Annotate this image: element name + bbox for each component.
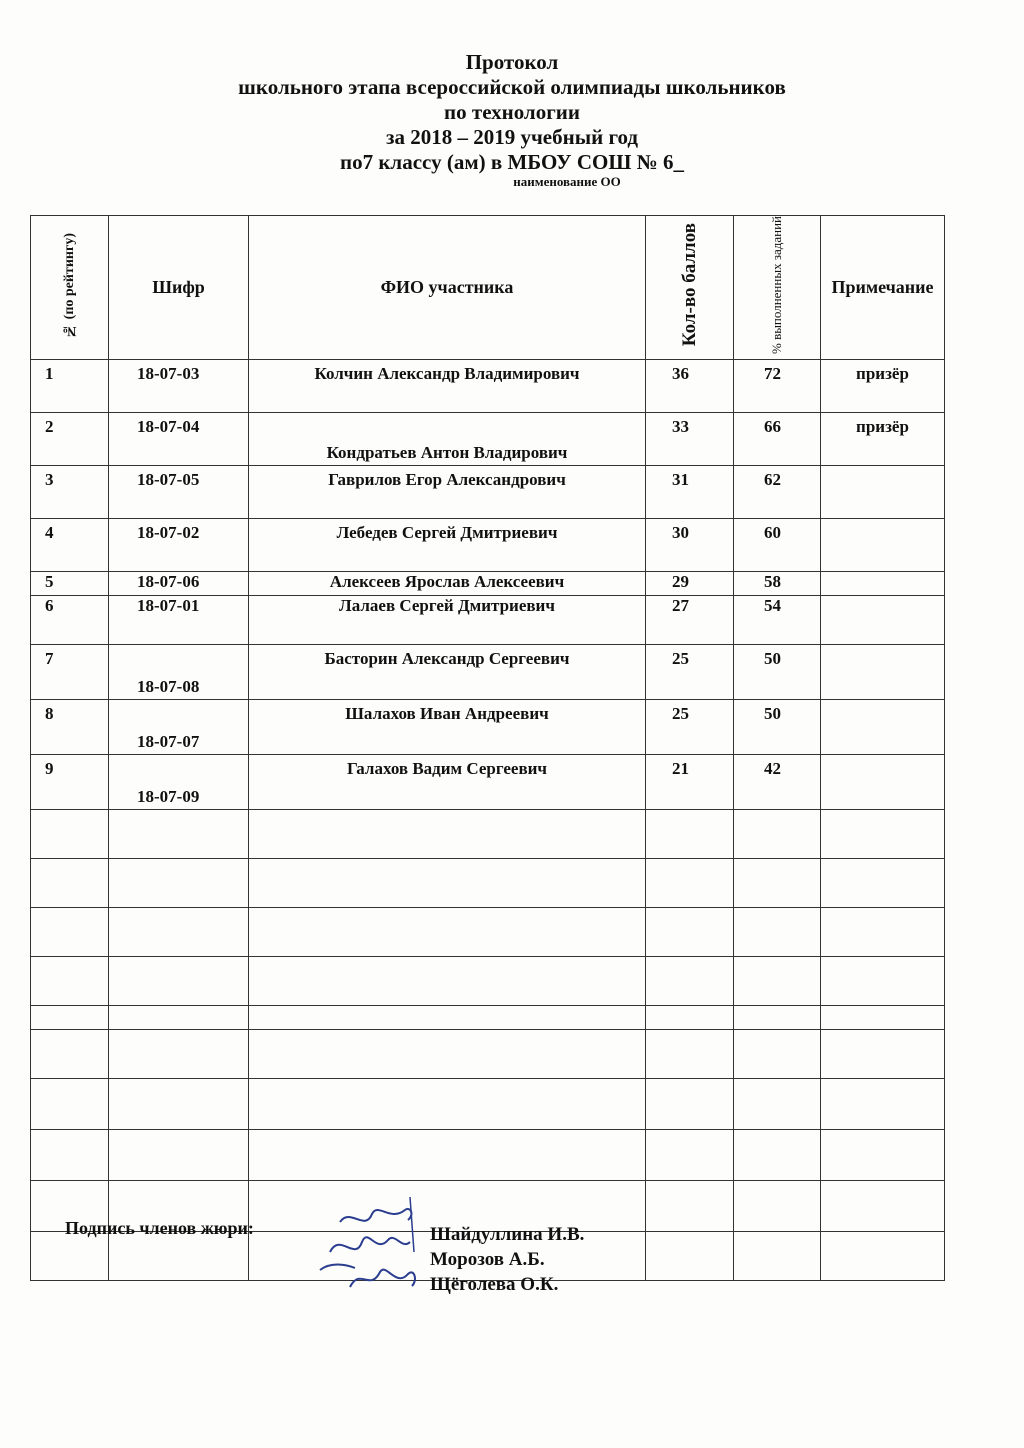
cell-score: 21: [646, 755, 734, 810]
cell-rank: 5: [31, 572, 109, 596]
cell-empty: [109, 957, 249, 1006]
cell-rank: 7: [31, 645, 109, 700]
cell-empty: [249, 859, 646, 908]
cell-code: 18-07-07: [109, 700, 249, 755]
cell-empty: [646, 1232, 734, 1281]
cell-code: 18-07-02: [109, 519, 249, 572]
table-row: [31, 466, 945, 519]
jury-member: Щёголева О.К.: [430, 1274, 559, 1295]
cell-name: Шалахов Иван Андреевич: [249, 700, 646, 755]
cell-empty: [821, 859, 945, 908]
cell-code: 18-07-03: [109, 360, 249, 413]
cell-name: Галахов Вадим Сергеевич: [249, 755, 646, 810]
cell-empty: [646, 859, 734, 908]
table-row-empty: [31, 1030, 945, 1079]
cell-empty: [109, 1079, 249, 1130]
col-header-code-label: Шифр: [152, 277, 205, 297]
cell-empty: [249, 1006, 646, 1030]
cell-empty: [31, 1030, 109, 1079]
cell-empty: [821, 1130, 945, 1181]
table-header-row: [31, 216, 945, 360]
cell-name: Басторин Александр Сергеевич: [249, 645, 646, 700]
table-row: [31, 755, 945, 810]
cell-code: 18-07-01: [109, 596, 249, 645]
cell-empty: [31, 957, 109, 1006]
cell-note: [821, 519, 945, 572]
cell-empty: [734, 1232, 821, 1281]
col-header-rank-label: № (по рейтингу): [61, 232, 77, 338]
cell-rank: 2: [31, 413, 109, 466]
cell-rank: 1: [31, 360, 109, 413]
cell-percent: 66: [734, 413, 821, 466]
cell-name: Кондратьев Антон Владирович: [249, 413, 646, 466]
cell-empty: [734, 957, 821, 1006]
cell-score: 36: [646, 360, 734, 413]
table-row-empty: [31, 1130, 945, 1181]
cell-empty: [249, 810, 646, 859]
cell-empty: [249, 1079, 646, 1130]
cell-empty: [646, 1130, 734, 1181]
cell-empty: [734, 1181, 821, 1232]
cell-empty: [31, 859, 109, 908]
cell-empty: [646, 957, 734, 1006]
cell-empty: [249, 1030, 646, 1079]
cell-percent: 60: [734, 519, 821, 572]
cell-empty: [821, 1181, 945, 1232]
header-year: за 2018 – 2019 учебный год: [386, 125, 638, 149]
cell-note: [821, 755, 945, 810]
cell-score: 29: [646, 572, 734, 596]
cell-empty: [109, 908, 249, 957]
cell-percent: 50: [734, 700, 821, 755]
table-row: [31, 645, 945, 700]
col-header-percent: [734, 216, 821, 360]
jury-member: Морозов А.Б.: [430, 1249, 545, 1270]
cell-percent: 50: [734, 645, 821, 700]
cell-empty: [646, 1181, 734, 1232]
cell-percent: 72: [734, 360, 821, 413]
cell-score: 27: [646, 596, 734, 645]
cell-score: 25: [646, 645, 734, 700]
cell-rank: 3: [31, 466, 109, 519]
cell-empty: [109, 810, 249, 859]
cell-note: призёр: [821, 360, 945, 413]
cell-score: 30: [646, 519, 734, 572]
col-header-rank: [31, 216, 109, 360]
table-row-empty: [31, 810, 945, 859]
cell-empty: [821, 957, 945, 1006]
jury-member: Шайдуллина И.В.: [430, 1224, 585, 1245]
cell-empty: [31, 1079, 109, 1130]
col-header-name: [249, 216, 646, 360]
cell-empty: [734, 1130, 821, 1181]
col-header-name-label: ФИО участника: [380, 277, 514, 297]
cell-empty: [821, 1232, 945, 1281]
cell-empty: [646, 1006, 734, 1030]
cell-percent: 58: [734, 572, 821, 596]
cell-empty: [249, 957, 646, 1006]
cell-empty: [734, 1079, 821, 1130]
cell-rank: 4: [31, 519, 109, 572]
cell-code: 18-07-04: [109, 413, 249, 466]
header-title: Протокол: [465, 50, 559, 74]
cell-empty: [821, 908, 945, 957]
cell-name: Алексеев Ярослав Алексеевич: [249, 572, 646, 596]
table-row-empty: [31, 1006, 945, 1030]
cell-code: 18-07-08: [109, 645, 249, 700]
cell-empty: [734, 908, 821, 957]
table-row: [31, 700, 945, 755]
cell-note: [821, 596, 945, 645]
cell-score: 31: [646, 466, 734, 519]
protocol-header: [0, 50, 1024, 189]
cell-note: призёр: [821, 413, 945, 466]
cell-empty: [31, 810, 109, 859]
cell-note: [821, 645, 945, 700]
cell-percent: 62: [734, 466, 821, 519]
jury-members: [430, 1222, 584, 1297]
table-row: [31, 413, 945, 466]
cell-score: 25: [646, 700, 734, 755]
col-header-score-label: Кол-во баллов: [678, 223, 700, 347]
cell-note: [821, 466, 945, 519]
table-row-empty: [31, 957, 945, 1006]
cell-name: Колчин Александр Владимирович: [249, 360, 646, 413]
cell-empty: [734, 810, 821, 859]
cell-empty: [821, 810, 945, 859]
col-header-percent-label: % выполненных заданий: [769, 216, 784, 355]
cell-empty: [31, 1130, 109, 1181]
signature-scribble: [310, 1192, 430, 1302]
cell-empty: [734, 1030, 821, 1079]
cell-percent: 54: [734, 596, 821, 645]
cell-empty: [646, 810, 734, 859]
table-row-empty: [31, 1079, 945, 1130]
cell-rank: 9: [31, 755, 109, 810]
cell-empty: [821, 1006, 945, 1030]
cell-empty: [249, 908, 646, 957]
col-header-note-label: Примечание: [831, 277, 934, 297]
cell-note: [821, 572, 945, 596]
header-org-caption: наименование ОО: [513, 174, 621, 189]
table-row: [31, 572, 945, 596]
cell-name: Гаврилов Егор Александрович: [249, 466, 646, 519]
header-subject: по технологии: [444, 100, 580, 124]
cell-code: 18-07-05: [109, 466, 249, 519]
cell-empty: [646, 1030, 734, 1079]
cell-note: [821, 700, 945, 755]
cell-rank: 6: [31, 596, 109, 645]
col-header-score: [646, 216, 734, 360]
table-row-empty: [31, 908, 945, 957]
cell-empty: [109, 1006, 249, 1030]
cell-empty: [109, 1030, 249, 1079]
cell-empty: [734, 859, 821, 908]
cell-score: 33: [646, 413, 734, 466]
cell-empty: [734, 1006, 821, 1030]
cell-empty: [31, 908, 109, 957]
cell-name: Лалаев Сергей Дмитриевич: [249, 596, 646, 645]
results-table: [30, 215, 945, 1281]
cell-empty: [821, 1030, 945, 1079]
cell-code: 18-07-06: [109, 572, 249, 596]
cell-empty: [109, 1130, 249, 1181]
cell-code: 18-07-09: [109, 755, 249, 810]
cell-empty: [646, 1079, 734, 1130]
table-row: [31, 519, 945, 572]
table-row: [31, 360, 945, 413]
cell-percent: 42: [734, 755, 821, 810]
cell-empty: [821, 1079, 945, 1130]
cell-empty: [646, 908, 734, 957]
cell-name: Лебедев Сергей Дмитриевич: [249, 519, 646, 572]
col-header-code: [109, 216, 249, 360]
signature-label: Подпись членов жюри:: [65, 1218, 254, 1238]
cell-empty: [31, 1006, 109, 1030]
cell-rank: 8: [31, 700, 109, 755]
cell-empty: [249, 1130, 646, 1181]
col-header-note: [821, 216, 945, 360]
table-row-empty: [31, 859, 945, 908]
header-class-school: по7 классу (ам) в МБОУ СОШ № 6_: [339, 150, 685, 174]
header-stage: школьного этапа всероссийской олимпиады школьников: [238, 75, 786, 99]
table-row: [31, 596, 945, 645]
cell-empty: [109, 859, 249, 908]
